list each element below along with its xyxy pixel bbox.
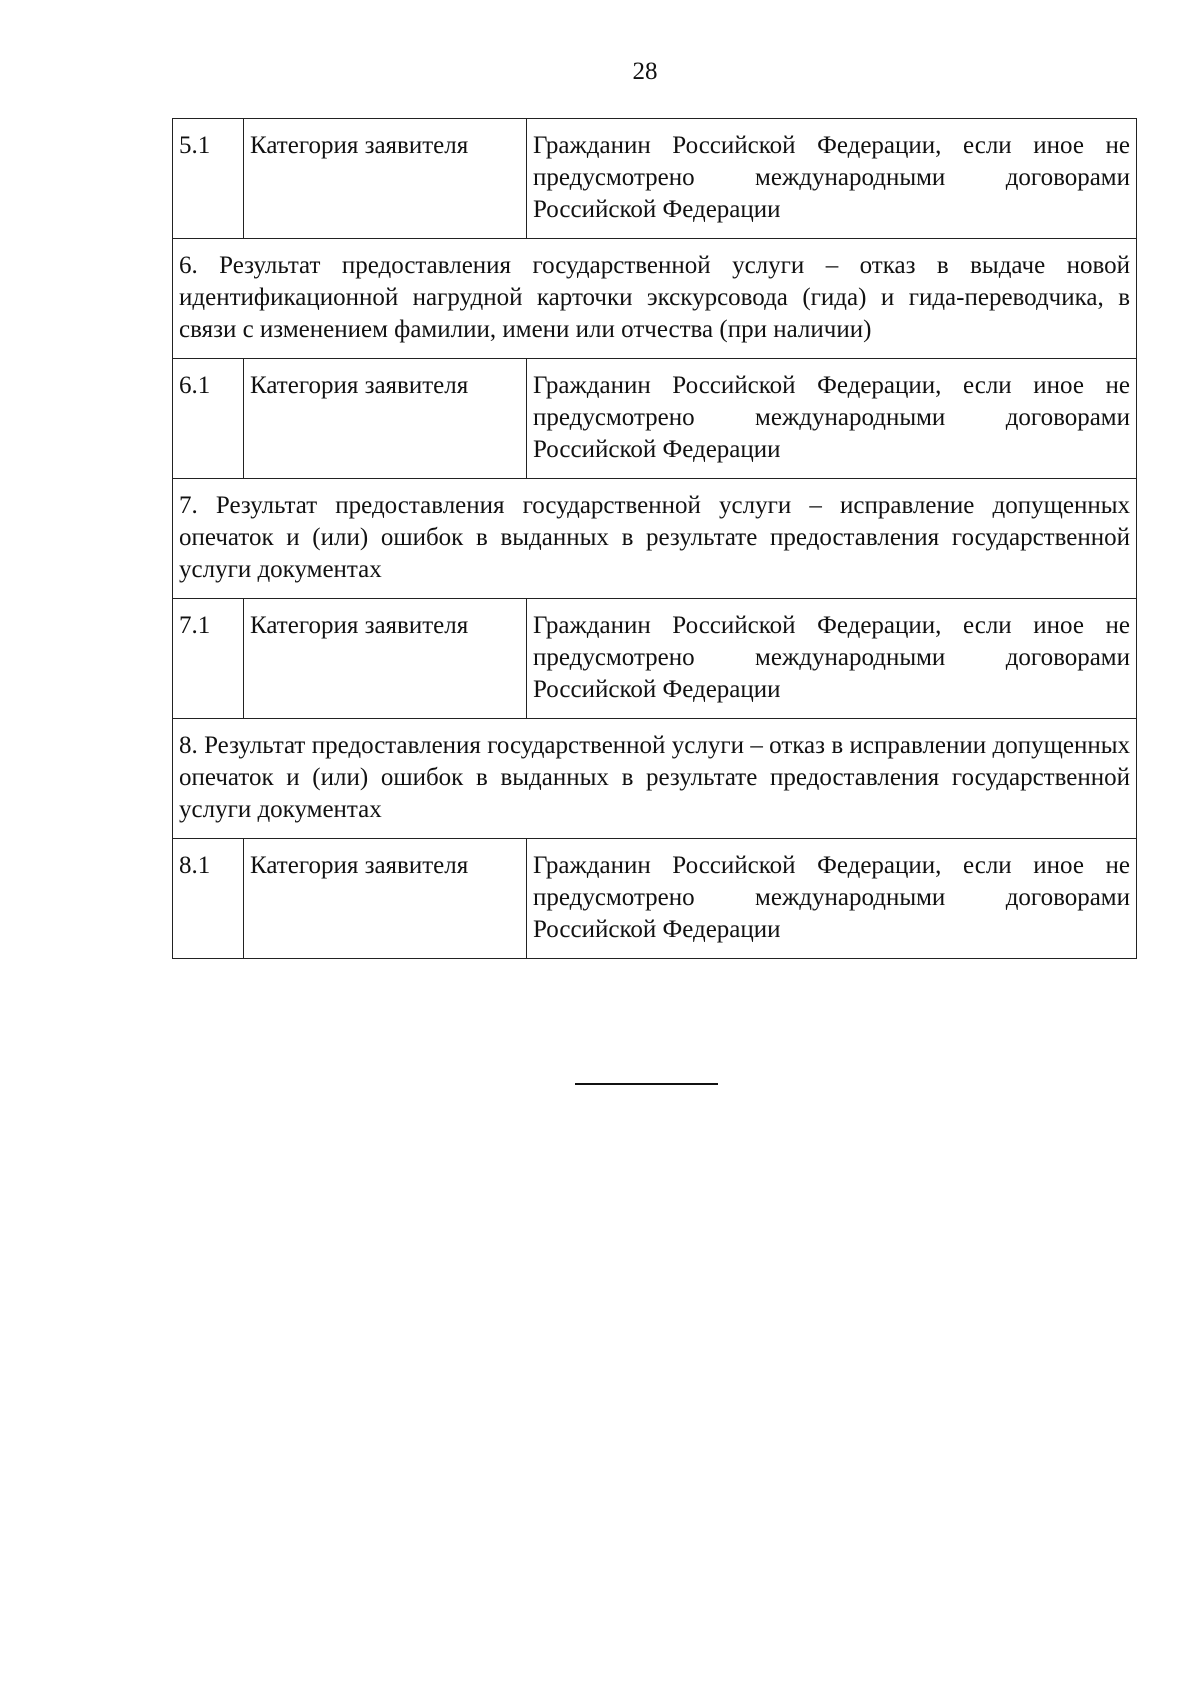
row-label: Категория заявителя [244,839,527,959]
table-row [173,599,1137,719]
row-label: Категория заявителя [244,359,527,479]
row-label: Категория заявителя [244,119,527,239]
row-label: Категория заявителя [244,599,527,719]
section-row [173,479,1137,599]
end-divider [575,1083,718,1085]
row-number: 6.1 [173,359,244,479]
row-value: Гражданин Российской Федерации, если иное не предусмотрено международными договорами Российской Федерации [527,119,1137,239]
page-number: 28 [632,58,658,85]
row-number: 7.1 [173,599,244,719]
table-row [173,359,1137,479]
row-value: Гражданин Российской Федерации, если иное не предусмотрено международными договорами Российской Федерации [527,839,1137,959]
results-table [172,118,1137,959]
row-number: 5.1 [173,119,244,239]
row-value: Гражданин Российской Федерации, если иное не предусмотрено международными договорами Российской Федерации [527,599,1137,719]
section-heading: 7. Результат предоставления государственной услуги – исправление допущенных опечаток и (или) ошибок в выданных в результате предоставления государственной услуги документах [173,479,1137,599]
table-row [173,119,1137,239]
row-number: 8.1 [173,839,244,959]
row-value: Гражданин Российской Федерации, если иное не предусмотрено международными договорами Российской Федерации [527,359,1137,479]
section-heading: 8. Результат предоставления государственной услуги – отказ в исправлении допущенных опечаток и (или) ошибок в выданных в результате предоставления государственной услуги документах [173,719,1137,839]
table-row [173,839,1137,959]
section-row [173,719,1137,839]
section-heading: 6. Результат предоставления государственной услуги – отказ в выдаче новой идентификационной нагрудной карточки экскурсовода (гида) и гида-переводчика, в связи с изменением фамилии, имени или отчества (при наличии) [173,239,1137,359]
section-row [173,239,1137,359]
